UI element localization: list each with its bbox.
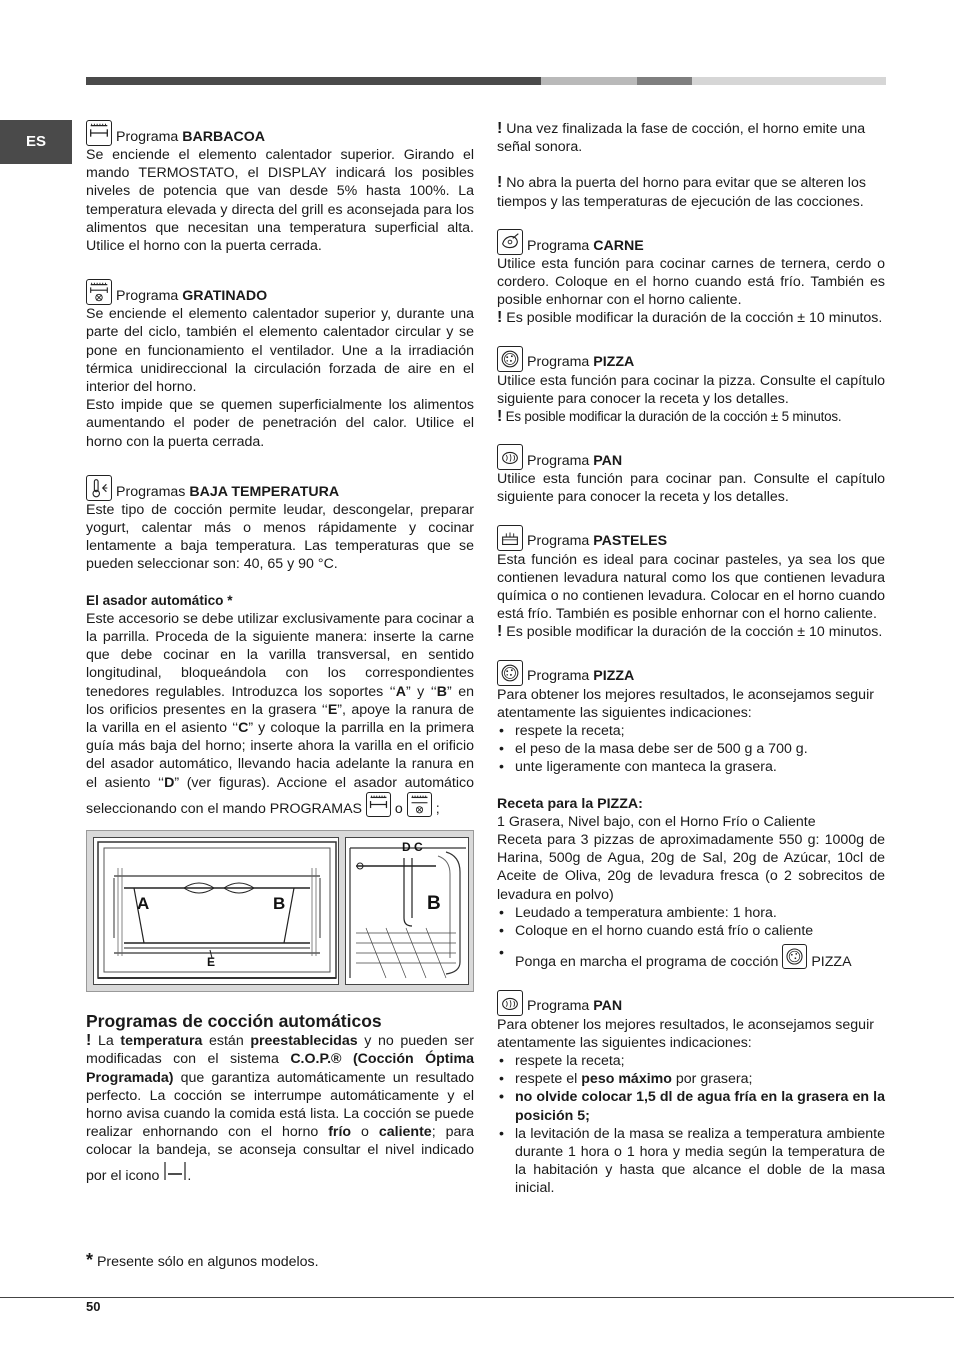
cake-icon [497, 525, 523, 551]
bread-instructions [497, 990, 885, 1198]
program-prefix: Programa [527, 998, 590, 1015]
program-description: Se enciende el elemento calentador superior y, durante una parte del ciclo, también el elemento calentador circular y se pone en funcionamiento el ventilador. Une a la irradiación térmica unidireccional la circulación forzada de aire en el interior del horno. [86, 306, 474, 396]
oven-side-drawing [346, 838, 470, 986]
text-span: ” y coloque la parrilla en la primera guía más baja del horno; inserte ahora la varilla en el orificio del asador automático, llevando hacia adelante la ranura en el asiento ‘‘ [86, 720, 474, 791]
program-name: PASTELES [593, 533, 668, 550]
program-description: Esta función es ideal para cocinar pasteles, ya sea los que contienen levadura natural como los que contienen levadura química o no contienen levadura. Colocar en el horno cuando está frío. También es posible enhornar con el horno caliente. [497, 551, 885, 623]
text-span: ; [435, 800, 440, 817]
warning-mark: ! [497, 309, 503, 327]
program-prefix: Programa [527, 533, 590, 550]
recipe-line: 1 Grasera, Nivel bajo, con el Horno Frío o Caliente [497, 813, 816, 830]
program-description: Para obtener los mejores resultados, le aconsejamos seguir atentamente las siguientes indicaciones: [497, 686, 874, 721]
oven-front-view [93, 837, 339, 985]
program-description: Utilice esta función para cocinar carnes de ternera, cerdo o cordero. Coloque en el horno cuando está frío. También es posible enhornar con el horno caliente. [497, 255, 885, 309]
program-name: PAN [593, 998, 623, 1015]
pizza-icon [782, 944, 807, 969]
note-text: Es posible modificar la duración de la cocción ± 10 minutos. [506, 310, 883, 327]
program-heading [497, 990, 885, 1016]
note [497, 408, 885, 426]
rotisserie-figure [86, 830, 474, 992]
warning-mark: ! [86, 1032, 92, 1050]
gratin-icon [86, 279, 112, 305]
program-pizza [497, 346, 885, 427]
program-heading [497, 346, 885, 372]
auto-programs-section [86, 1010, 474, 1185]
pizza-instructions [497, 660, 885, 972]
oven-side-view [345, 837, 469, 985]
footnote [86, 1251, 319, 1271]
list-item [497, 1070, 885, 1088]
grill-icon [86, 120, 112, 146]
warning-mark: ! [497, 408, 503, 426]
text-span: ” (ver figuras). Accione el asador automático seleccionando con el mando PROGRAMAS [86, 774, 474, 817]
program-heading [497, 525, 885, 551]
program-prefix: Programas [116, 483, 186, 500]
bold-span: peso máximo [581, 1071, 672, 1088]
note-text: Es posible modificar la duración de la cocción ± 5 minutos. [505, 409, 842, 425]
left-column [86, 120, 474, 1185]
text-span: o [361, 1124, 369, 1141]
letter-marker: E [327, 701, 338, 718]
language-tab [0, 120, 72, 164]
program-name: CARNE [593, 237, 644, 254]
list-item: • el peso de la masa debe ser de 500 g a 700 g. [497, 740, 885, 758]
program-prefix: Programa [116, 128, 179, 145]
asador-section [86, 592, 474, 818]
pizza-icon [497, 346, 523, 372]
list-item: • Coloque en el horno cuando está frío o caliente [497, 922, 885, 940]
low-temperature-icon [86, 475, 112, 501]
note [497, 174, 885, 210]
bold-span: C.O.P.® (Cocción Óptima Programada) [86, 1051, 474, 1086]
list-item [497, 944, 885, 971]
footnote-text: Presente sólo en algunos modelos. [96, 1254, 319, 1270]
program-description: Se enciende el elemento calentador superior. Girando el mando TERMOSTATO, el DISPLAY indicará los posibles niveles de potencia que van desde 5% hasta 100%. La temperatura elevada y directa del grill es aconsejada para los alimentos que necesitan una temperatura superficial alta. Utilice el horno con la puerta cerrada. [86, 147, 474, 255]
section-subheading: El asador automático * [86, 592, 233, 608]
header-bar-segment [86, 77, 541, 85]
warning-mark: ! [497, 174, 503, 192]
oven-front-drawing [94, 838, 340, 986]
letter-marker: A [395, 683, 406, 700]
page-number: 50 [86, 1299, 101, 1314]
program-gratinado [86, 279, 474, 451]
bold-span: caliente [378, 1124, 432, 1141]
recipe-line: Receta para 3 pizzas de aproximadamente 550 g: 1000g de Harina, 500g de Agua, 20g de Sal, 20g de Azúcar, 10cl de Aceite de Oliva, 20g de levadura fresca (o 2 sobrecitos de levadura en polvo) [497, 832, 885, 903]
header-bar-segment [692, 77, 886, 85]
tips-list [497, 1052, 885, 1198]
note [497, 120, 885, 156]
list-item: • Leudado a temperatura ambiente: 1 hora. [497, 904, 885, 922]
program-heading [86, 279, 474, 305]
program-prefix: Programa [527, 237, 590, 254]
figure-label-a: A [137, 894, 150, 914]
program-description: Esto impide que se quemen superficialmente los alimentos aumentando el poder de penetración del calor. Utilice el horno con la puerta cerrada. [86, 397, 474, 450]
language-label: ES [25, 132, 46, 150]
list-item: • respete la receta; [497, 1052, 885, 1070]
text-span: o [394, 800, 403, 817]
program-name: BARBACOA [182, 128, 266, 145]
header-bar-segment [541, 77, 637, 85]
text-span: PIZZA [811, 954, 852, 971]
program-barbacoa [86, 120, 474, 255]
warning-mark: ! [497, 120, 503, 137]
text-span: La [97, 1033, 114, 1050]
recipe-steps [497, 904, 885, 972]
figure-label-e: E [207, 955, 216, 970]
program-heading [86, 475, 474, 501]
bold-span: frío [328, 1124, 352, 1141]
header-bar-segment [637, 77, 692, 85]
text-span: que garantiza automáticamente un resultado perfecto. La cocción se interrumpe automáticamente y el horno avisa cuando la comida está lista. La cocción se puede realizar enhornando con el horno [86, 1069, 474, 1141]
text-span: y no pueden ser modificadas con el sistema [86, 1033, 474, 1068]
program-description: Para obtener los mejores resultados, le aconsejamos seguir atentamente las siguientes indicaciones: [497, 1016, 874, 1051]
program-pasteles [497, 525, 885, 642]
section-heading: Programas de cocción automáticos [86, 1011, 382, 1032]
program-baja-temperatura [86, 475, 474, 574]
text-span: respete el [515, 1071, 578, 1088]
warning-mark: ! [497, 623, 503, 641]
program-description: Utilice esta función para cocinar pan. Consulte el capítulo siguiente para conocer la receta y los detalles. [497, 471, 885, 506]
meat-icon [497, 229, 523, 255]
text-span: Este accesorio se debe utilizar exclusivamente para cocinar a la parrilla. Proceda de la siguiente manera: inserte la carne que debe cocinar en la varilla transversal, en sentido longitudinal, bloqueándola con los correspondientes tenedores regulables. Introduzca los soportes ‘‘ [86, 610, 474, 700]
program-heading [497, 229, 885, 255]
footer-rule [0, 1297, 954, 1298]
note-text: Una vez finalizada la fase de cocción, el horno emite una señal sonora. [497, 121, 866, 156]
header-bar [86, 77, 886, 85]
note-text: Es posible modificar la duración de la cocción ± 10 minutos. [506, 624, 883, 641]
right-column [497, 120, 885, 1198]
program-name: GRATINADO [182, 288, 268, 305]
program-description: Utilice esta función para cocinar la pizza. Consulte el capítulo siguiente para conocer la receta y los detalles. [497, 372, 885, 407]
text-span: ” en los orificios presentes en la grasera ‘‘ [86, 683, 474, 718]
letter-marker: D [164, 774, 175, 791]
grill-icon [366, 792, 391, 817]
program-heading [86, 120, 474, 146]
figure-label-b: B [427, 893, 441, 915]
pizza-icon [497, 660, 523, 686]
text-span: ; para colocar la bandeja, se aconseja consultar el nivel indicado por el icono [86, 1124, 474, 1184]
program-name: PAN [593, 453, 623, 470]
text-span: ”, apoye la ranura de la varilla en el asiento ‘‘ [86, 701, 474, 737]
program-prefix: Programa [527, 668, 590, 685]
program-prefix: Programa [527, 453, 590, 470]
bread-icon [497, 990, 523, 1016]
program-prefix: Programa [527, 354, 590, 371]
program-name: PIZZA [593, 354, 635, 371]
bold-span: preestablecidas [250, 1033, 358, 1050]
bold-span: temperatura [120, 1033, 203, 1050]
letter-marker: C [238, 720, 249, 737]
program-name: PIZZA [593, 668, 635, 685]
text-span: . [187, 1167, 192, 1184]
program-name: BAJA TEMPERATURA [189, 483, 340, 500]
shelf-level-icon [163, 1160, 187, 1182]
list-item: • la levitación de la masa se realiza a temperatura ambiente durante 1 hora o 1 hora y media según la temperatura de la habitación y hasta que alcance el doble de la masa inicial. [497, 1125, 885, 1198]
text-span: por grasera; [675, 1071, 753, 1088]
text-span: Ponga en marcha el programa de cocción [515, 954, 779, 971]
list-item: • no olvide colocar 1,5 dl de agua fría en la grasera en la posición 5; [497, 1088, 885, 1124]
program-heading [497, 444, 885, 470]
gratin-icon [407, 792, 432, 817]
figure-label-b: B [273, 894, 286, 914]
text-span: están [209, 1033, 244, 1050]
figure-label-dc: D C [402, 840, 423, 855]
list-item: • respete la receta; [497, 722, 885, 740]
footnote-star: * [86, 1250, 94, 1270]
program-heading [497, 660, 885, 686]
note [497, 309, 885, 327]
text-span: ” y ‘‘ [405, 683, 437, 700]
asador-text [86, 610, 474, 818]
auto-programs-text [86, 1032, 474, 1185]
note [497, 623, 885, 641]
program-description: Este tipo de cocción permite leudar, descongelar, preparar yogurt, calentar más o menos rápidamente y cocinar lentamente a baja temperatura. Las temperaturas que se pueden seleccionar son: 40, 65 y 90 °C. [86, 501, 474, 573]
program-pan [497, 444, 885, 506]
note-text: No abra la puerta del horno para evitar que se alteren los tiempos y las temperaturas de ejecución de las cocciones. [497, 175, 866, 210]
program-carne [497, 229, 885, 328]
tips-list [497, 722, 885, 777]
bread-icon [497, 444, 523, 470]
letter-marker: B [436, 683, 448, 700]
recipe-title: Receta para la PIZZA: [497, 795, 643, 812]
program-prefix: Programa [116, 288, 179, 305]
list-item: • unte ligeramente con manteca la grasera. [497, 758, 885, 776]
